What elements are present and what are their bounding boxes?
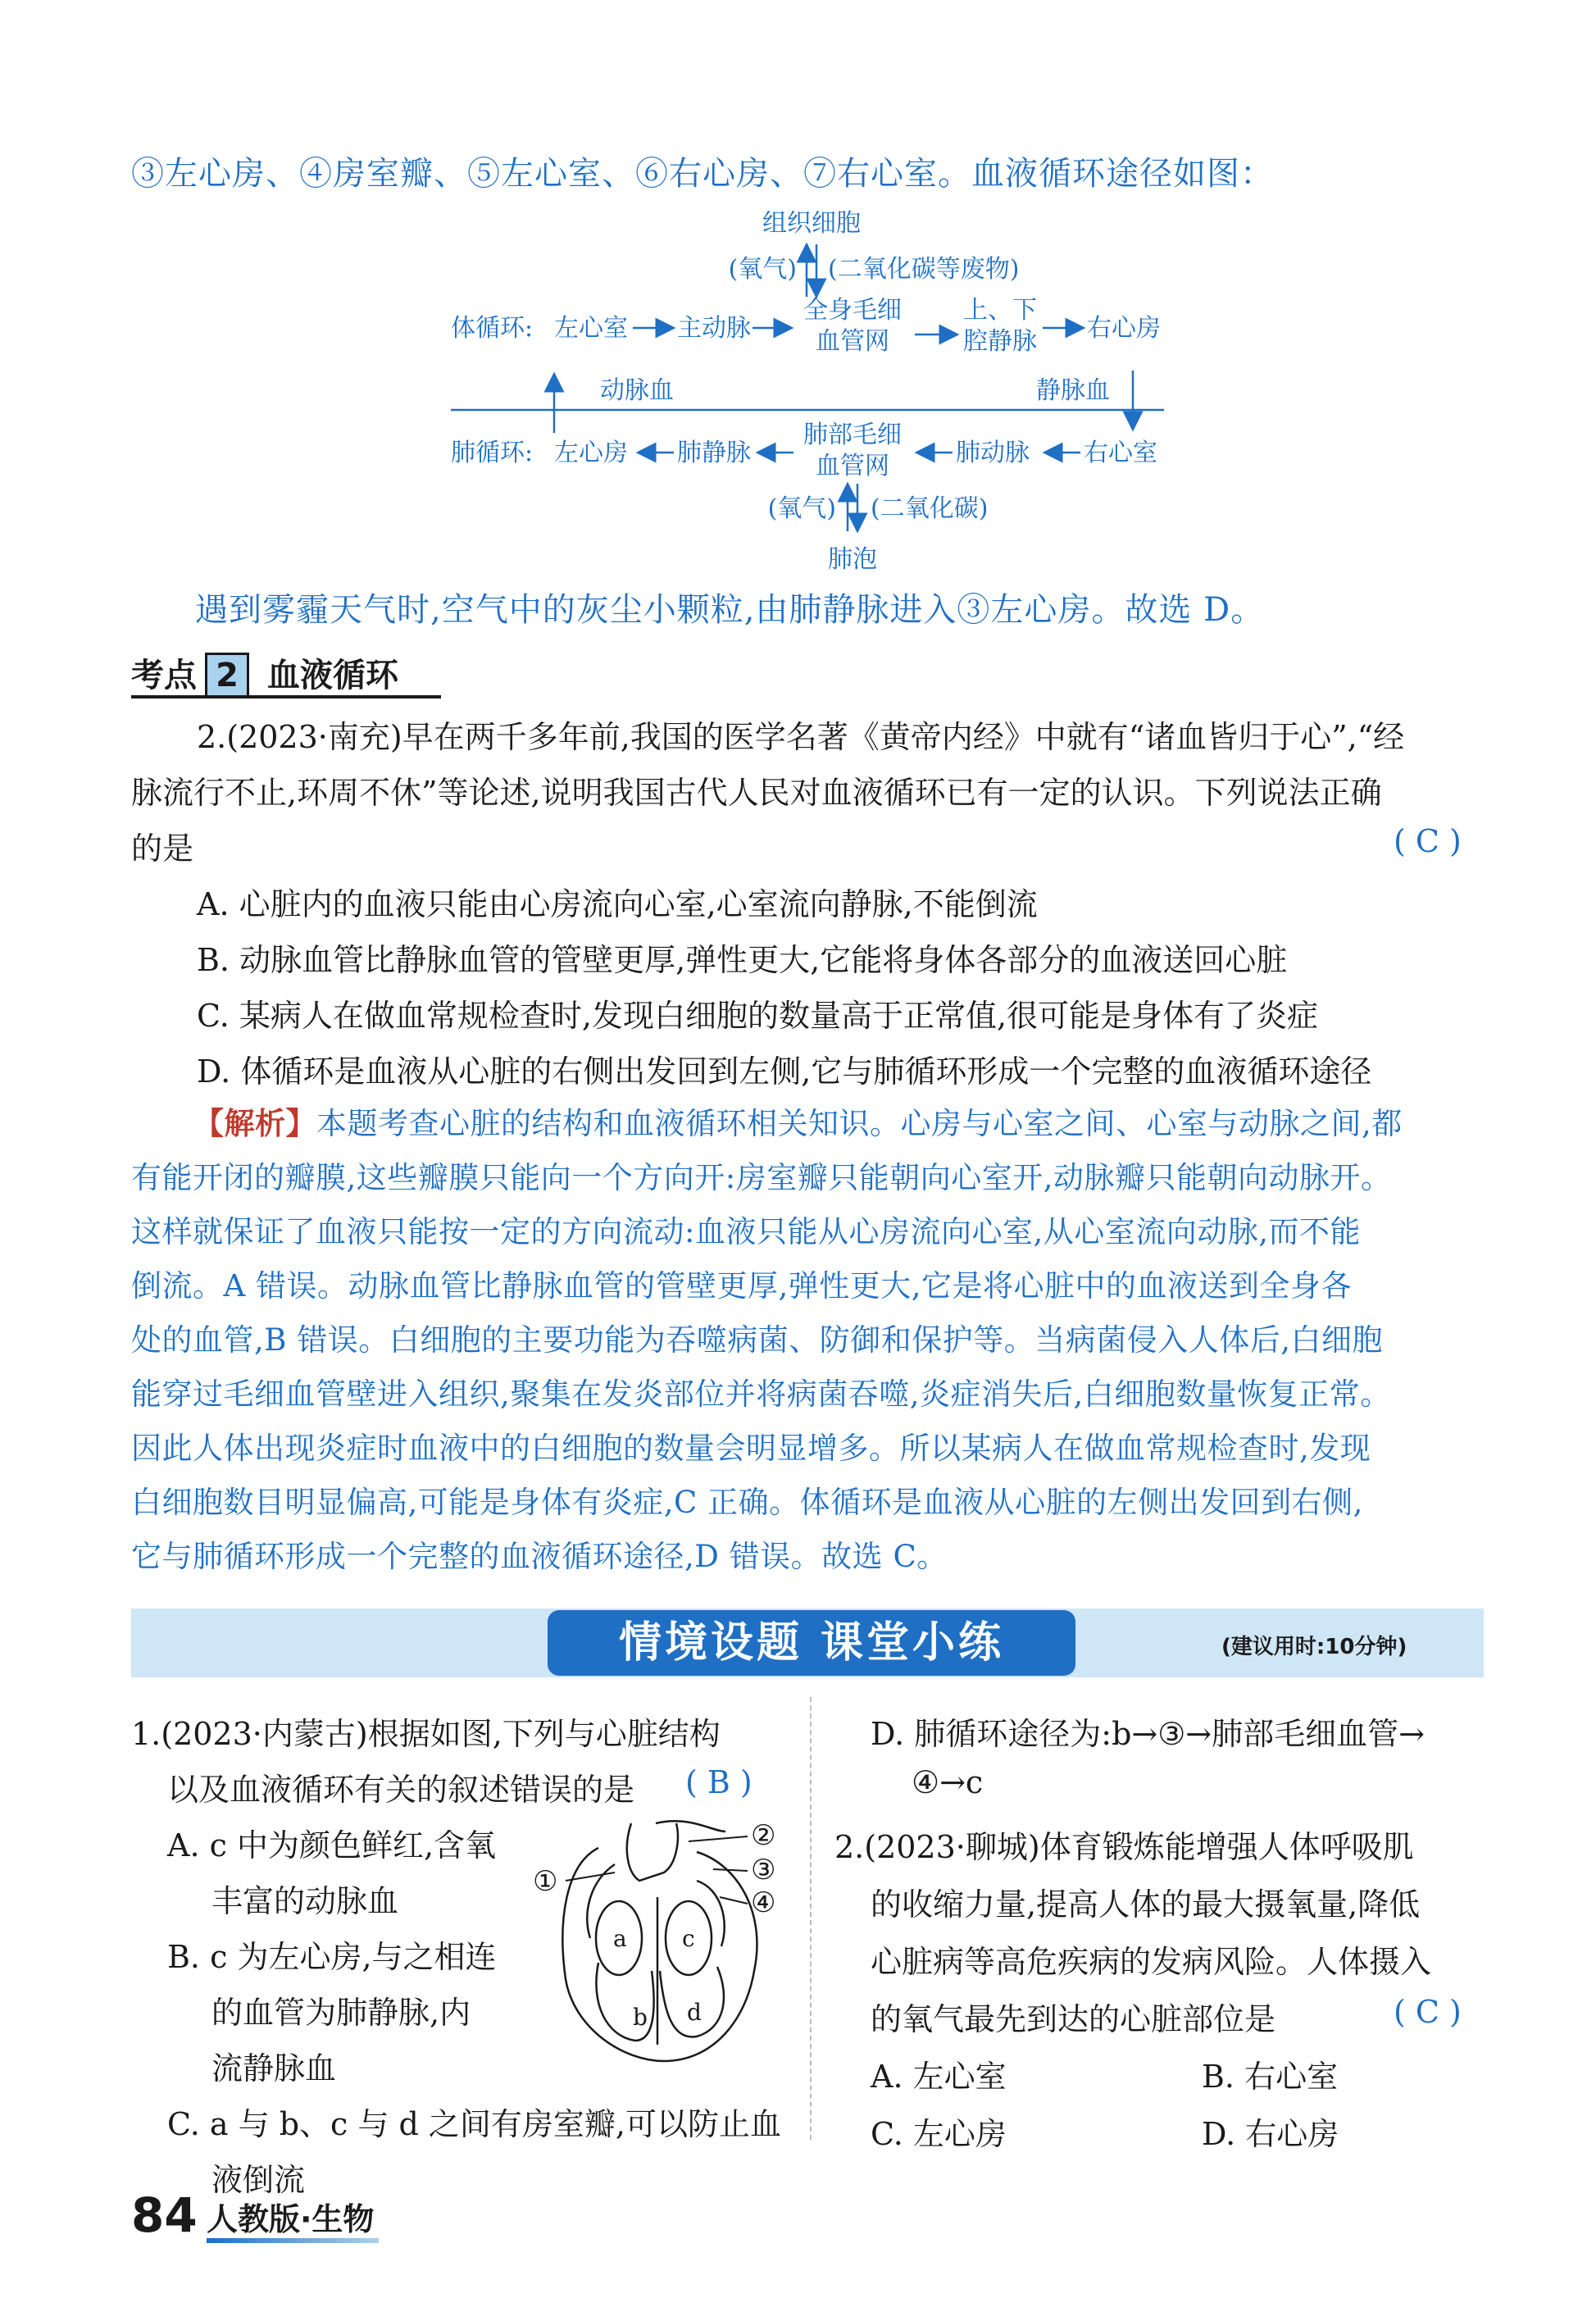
heart-label-4: ④ (751, 1886, 776, 1919)
body-capillary-label-2: 血管网 (816, 327, 889, 356)
p2-line-2: 的收缩力量,提高人体的最大摄氧量,降低 (871, 1886, 1421, 1923)
diagram-conclusion: 遇到雾霾天气时,空气中的灰尘小颗粒,由肺静脉进入③左心房。故选 D。 (195, 591, 1265, 629)
analysis-line-5: 处的血管,B 错误。白细胞的主要功能为吞噬病菌、防御和保护等。当病菌侵入人体后,白细胞 (131, 1322, 1383, 1358)
pulmonary-label: 肺循环: (451, 439, 534, 467)
q2-line-2: 脉流行不止,环周不休”等论述,说明我国古代人民对血液循环已有一定的认识。下列说法正确 (131, 775, 1382, 811)
p1-line-2: 以及血液循环有关的叙述错误的是 (167, 1772, 635, 1808)
page-number: 84 (131, 2187, 198, 2243)
leader-3 (713, 1869, 748, 1871)
venous-blood-label: 静脉血 (1036, 376, 1110, 405)
heart-figure (533, 1815, 803, 2077)
right-atrium-label: 右心房 (1087, 314, 1161, 343)
p2-line-3: 心脏病等高危疾病的发病风险。人体摄入 (871, 1944, 1432, 1980)
q2-line-3: 的是 (131, 830, 194, 867)
analysis-line-4: 倒流。A 错误。动脉血管比静脉血管的管壁更厚,弹性更大,它是将心脏中的血液送到全身各 (131, 1268, 1353, 1304)
right-ventricle-label: 右心室 (1084, 439, 1157, 467)
p2-line-1: 2.(2023·聊城)体育锻炼能增强人体呼吸肌 (834, 1829, 1414, 1865)
analysis-line-9: 它与肺循环形成一个完整的血液循环途径,D 错误。故选 C。 (131, 1539, 948, 1574)
arterial-blood-label: 动脉血 (600, 376, 674, 405)
heart-label-b: b (633, 2004, 648, 2031)
heart-label-c: c (682, 1925, 695, 1952)
publisher-label: 人教版·生物 (207, 2201, 375, 2237)
heart-label-d: d (687, 1999, 702, 2026)
p1-option-b-1: B. c 为左心房,与之相连 (167, 1939, 497, 1975)
pulmonary-vein-label: 肺静脉 (677, 439, 751, 467)
oxygen-top-label: (氧气) (728, 255, 797, 284)
analysis-tag: 【解析】 (193, 1105, 316, 1141)
section-header (131, 649, 398, 699)
q2-line-1: 2.(2023·南充)早在两千多年前,我国的医学名著《黄帝内经》中就有“诸血皆归于心”,“经 (197, 719, 1405, 755)
aorta-label: 主动脉 (677, 314, 751, 343)
q2-option-b: B. 动脉血管比静脉血管的管壁更厚,弹性更大,它能将身体各部分的血液送回心脏 (197, 942, 1288, 978)
leader-4 (720, 1897, 748, 1904)
tissue-cell-label: 组织细胞 (762, 209, 861, 238)
section-number: 2 (205, 653, 249, 699)
q2-option-d: D. 体循环是血液从心脏的右侧出发回到左侧,它与肺循环形成一个完整的血液循环途径 (197, 1053, 1372, 1090)
p1-option-b-2: 的血管为肺静脉,内 (211, 1995, 471, 2031)
heart-label-1: ① (533, 1865, 558, 1898)
section-underline (131, 695, 441, 699)
vena-cava-label-1: 上、下 (963, 296, 1037, 325)
vena-cava-label-2: 腔静脉 (963, 327, 1037, 356)
heart-label-a: a (613, 1925, 627, 1952)
left-atrium-label: 左心房 (554, 439, 628, 467)
p1-option-c-2: 液倒流 (211, 2162, 306, 2198)
intro-line: ③左心房、④房室瓣、⑤左心室、⑥右心房、⑦右心室。血液循环途径如图： (131, 155, 1274, 193)
p1-option-a-1: A. c 中为颜色鲜红,含氧 (167, 1827, 497, 1863)
p2-option-d: D. 右心房 (1202, 2116, 1339, 2152)
co2-bottom-label: (二氧化碳) (871, 494, 989, 523)
left-ventricle-label: 左心室 (554, 314, 628, 343)
heart-label-2: ② (751, 1819, 776, 1852)
q2-option-a: A. 心脏内的血液只能由心房流向心室,心室流向静脉,不能倒流 (197, 886, 1038, 922)
column-divider (810, 1697, 812, 2140)
artery-branch (656, 1821, 725, 1832)
practice-banner-title: 情境设题 课堂小练 (548, 1610, 1075, 1676)
co2-top-label: (二氧化碳等废物) (828, 255, 1020, 284)
section-title: 血液循环 (267, 657, 398, 694)
analysis-line-1: 【解析】本题考查心脏的结构和血液循环相关知识。心房与心室之间、心室与动脉之间,都 (193, 1105, 1403, 1141)
p2-option-a: A. 左心室 (871, 2059, 1007, 2095)
p1-answer: ( B ) (685, 1764, 753, 1800)
lung-capillary-label-2: 血管网 (816, 452, 889, 480)
p1-line-1: 1.(2023·内蒙古)根据如图,下列与心脏结构 (131, 1716, 721, 1752)
analysis-line-3: 这样就保证了血液只能按一定的方向流动:血液只能从心房流向心室,从心室流向动脉,而不能 (131, 1214, 1361, 1249)
p2-answer: ( C ) (1394, 1994, 1462, 2030)
q2-answer: ( C ) (1394, 823, 1462, 859)
p2-option-b: B. 右心室 (1202, 2059, 1339, 2095)
heart-label-3: ③ (751, 1854, 776, 1886)
analysis-line-2: 有能开闭的瓣膜,这些瓣膜只能向一个方向开:房室瓣只能朝向心室开,动脉瓣只能朝向动脉开。 (131, 1160, 1392, 1195)
analysis-line-8: 白细胞数目明显偏高,可能是身体有炎症,C 正确。体循环是血液从心脏的左侧出发回到右侧, (131, 1485, 1363, 1520)
systemic-label: 体循环: (451, 314, 534, 343)
time-hint: (建议用时:10分钟) (1221, 1635, 1407, 1659)
leader-2 (689, 1836, 748, 1841)
oxygen-bottom-label: (氧气) (767, 494, 836, 523)
footer-underline (207, 2238, 379, 2243)
p2-line-4: 的氧气最先到达的心脏部位是 (871, 2001, 1276, 2037)
q2-option-c: C. 某病人在做血常规检查时,发现白细胞的数量高于正常值,很可能是身体有了炎症 (197, 998, 1319, 1034)
analysis-line-6: 能穿过毛细血管壁进入组织,聚集在发炎部位并将病菌吞噬,炎症消失后,白细胞数量恢复正常。 (131, 1377, 1391, 1412)
section-prefix: 考点 (131, 657, 197, 694)
analysis-line-7: 因此人体出现炎症时血液中的白细胞的数量会明显增多。所以某病人在做血常规检查时,发现 (131, 1431, 1371, 1466)
body-capillary-label-1: 全身毛细 (803, 296, 902, 325)
p1-option-a-2: 丰富的动脉血 (211, 1883, 399, 1919)
alveoli-label: 肺泡 (828, 545, 877, 574)
p1-option-c-1: C. a 与 b、c 与 d 之间有房室瓣,可以防止血 (167, 2106, 781, 2142)
circulation-diagram (410, 205, 1189, 582)
p1-option-b-3: 流静脉血 (211, 2050, 337, 2086)
heart-outline (562, 1848, 757, 2061)
pulmonary-artery-label: 肺动脉 (956, 439, 1030, 467)
p1-option-d-2: ④→c (912, 1764, 984, 1800)
aortic-arch (627, 1823, 678, 1881)
p1-option-d-1: D. 肺循环途径为:b→③→肺部毛细血管→ (871, 1716, 1425, 1752)
lung-capillary-label-1: 肺部毛细 (803, 421, 902, 449)
p2-option-c: C. 左心房 (871, 2116, 1007, 2152)
